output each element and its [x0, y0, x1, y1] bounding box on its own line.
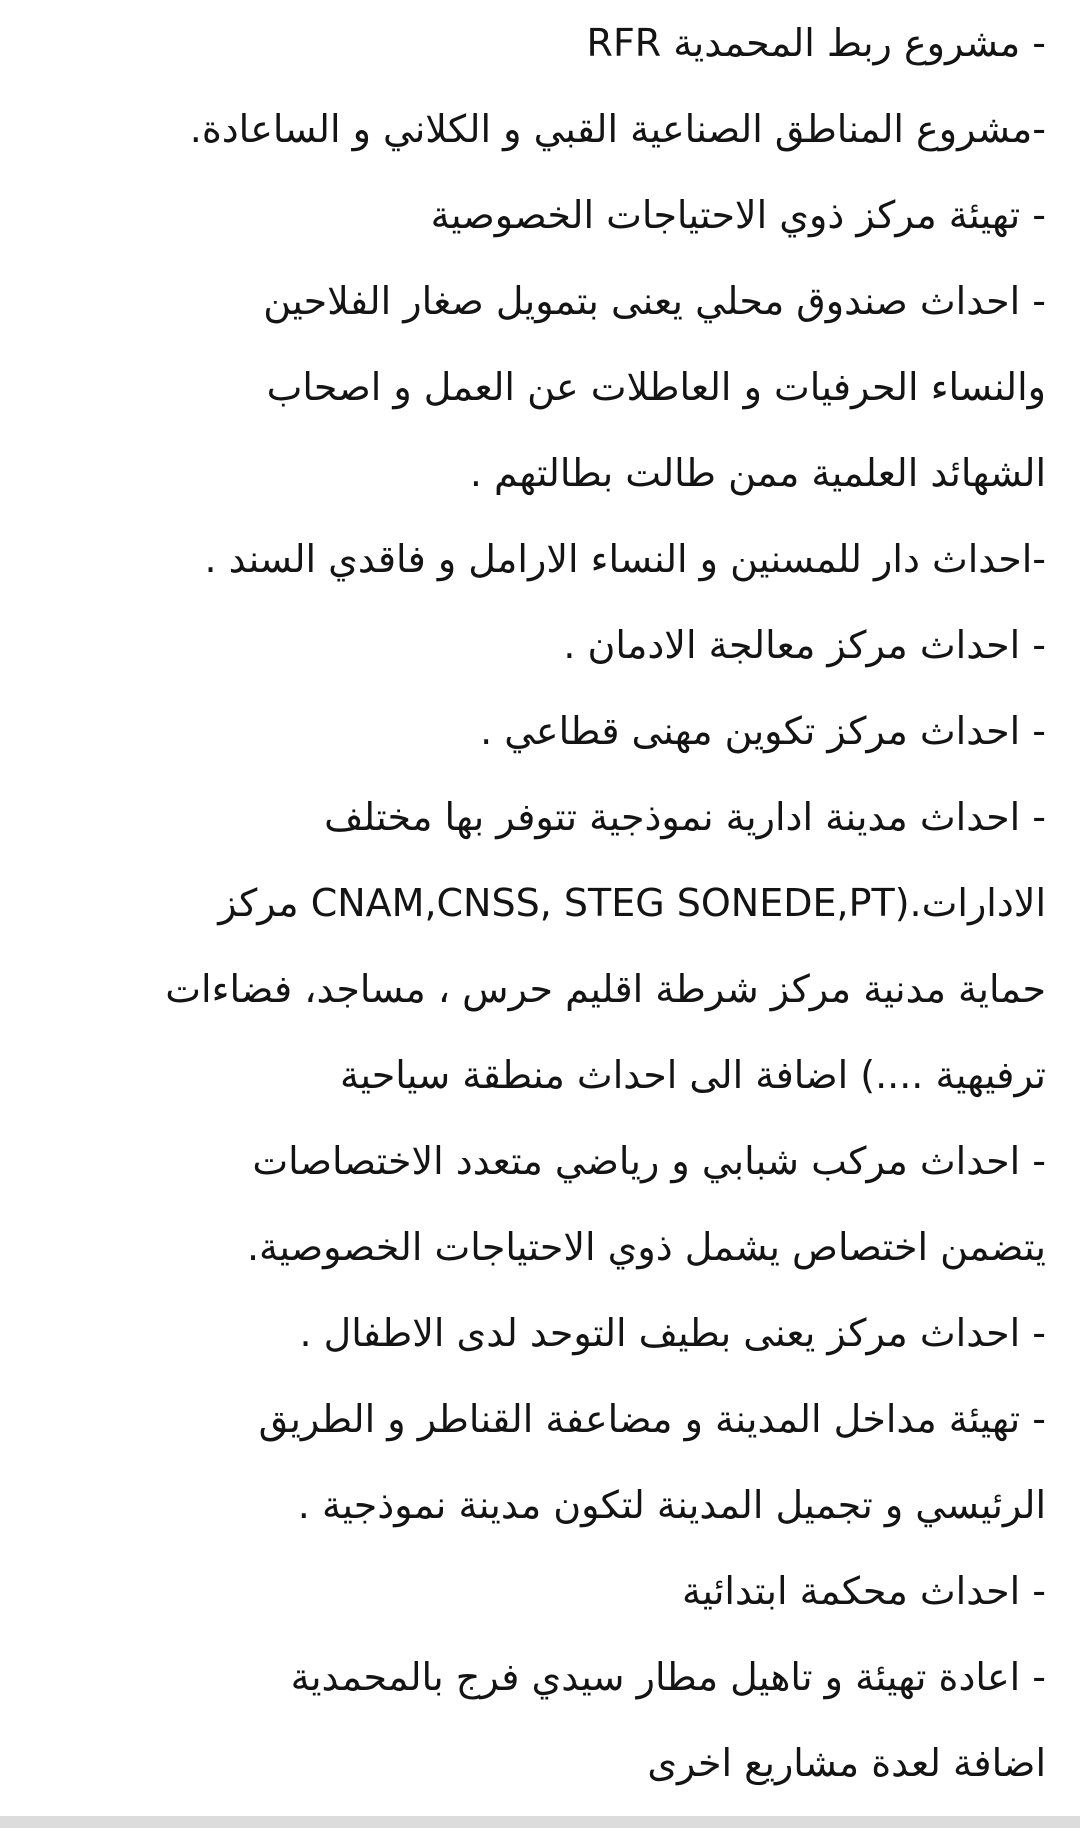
text-line: -مشروع المناطق الصناعية القبي و الكلاني و الساعادة. — [189, 107, 1046, 151]
text-line: - احداث صندوق محلي يعنى بتمويل صغار الفلاحين — [263, 279, 1046, 323]
text-line: -احداث دار للمسنين و النساء الارامل و فاقدي السند . — [204, 537, 1046, 581]
text-line: اضافة لعدة مشاريع اخرى — [647, 1741, 1046, 1785]
text-line: - تهيئة مركز ذوي الاحتياجات الخصوصية — [430, 193, 1046, 237]
text-line: الشهائد العلمية ممن طالت بطالتهم . — [469, 451, 1046, 495]
text-line: والنساء الحرفيات و العاطلات عن العمل و اصحاب — [266, 365, 1046, 409]
text-line: الرئيسي و تجميل المدينة لتكون مدينة نموذجية . — [297, 1483, 1046, 1527]
text-line: - احداث محكمة ابتدائية — [681, 1569, 1046, 1613]
text-line: - مشروع ربط المحمدية RFR — [586, 21, 1046, 65]
text-line: يتضمن اختصاص يشمل ذوي الاحتياجات الخصوصية. — [246, 1225, 1046, 1269]
bottom-edge-bar — [0, 1816, 1080, 1828]
text-line: - تهيئة مداخل المدينة و مضاعفة القناطر و الطريق — [258, 1397, 1046, 1441]
text-line: - احداث مركز يعنى بطيف التوحد لدى الاطفال . — [299, 1311, 1046, 1355]
text-line: - اعادة تهيئة و تاهيل مطار سيدي فرج بالمحمدية — [290, 1655, 1046, 1699]
text-line: ترفيهية ....) اضافة الى احداث منطقة سياحية — [339, 1053, 1046, 1097]
text-line: - احداث مدينة ادارية نموذجية تتوفر بها مختلف — [324, 795, 1046, 839]
project-list — [40, 0, 1046, 1806]
text-line: - احداث مركب شبابي و رياضي متعدد الاختصاصات — [252, 1139, 1046, 1183]
text-line: - احداث مركز معالجة الادمان . — [563, 623, 1046, 667]
text-line: - احداث مركز تكوين مهنى قطاعي . — [480, 709, 1046, 753]
text-line: حماية مدنية مركز شرطة اقليم حرس ، مساجد، فضاءات — [165, 967, 1046, 1011]
text-line: الادارات.(CNAM,CNSS, STEG SONEDE,PT مركز — [218, 881, 1046, 925]
